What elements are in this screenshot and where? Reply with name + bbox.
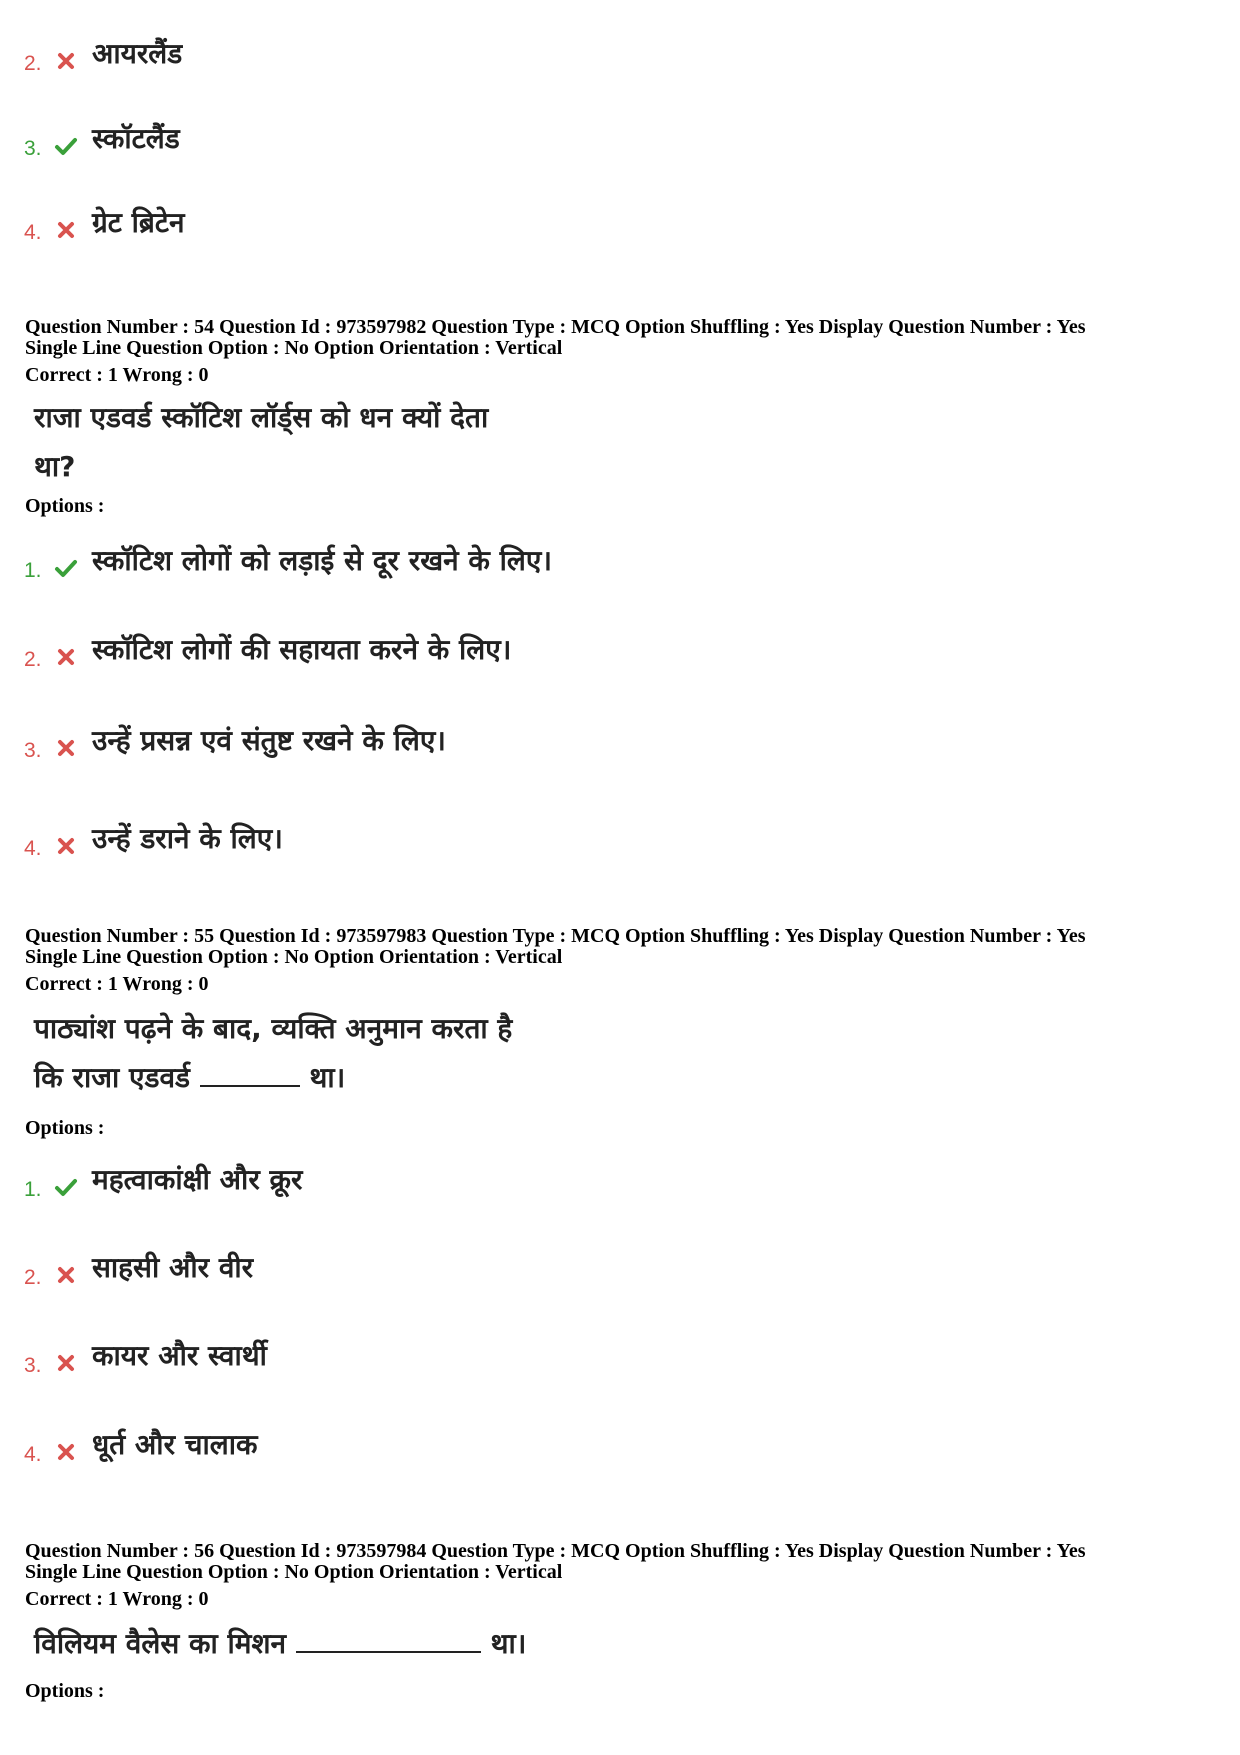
option-text: ग्रेट ब्रिटेन xyxy=(92,206,185,239)
option-text: स्कॉटिश लोगों की सहायता करने के लिए। xyxy=(92,633,512,666)
question-meta: Question Number : 54 Question Id : 973597982 Question Type : MCQ Option Shuffling : Yes Display Question Number : Yes xyxy=(25,316,1086,338)
options-label: Options : xyxy=(25,495,105,517)
cross-icon xyxy=(54,1440,78,1464)
cross-icon xyxy=(54,218,78,242)
option-number: 3. xyxy=(24,739,42,762)
cross-icon xyxy=(54,1263,78,1287)
question-text-part: था। xyxy=(309,1061,346,1094)
question-meta: Single Line Question Option : No Option Orientation : Vertical xyxy=(25,1561,563,1583)
question-text-part: कि राजा एडवर्ड xyxy=(34,1061,190,1094)
question-text-part: था। xyxy=(490,1627,527,1660)
option-number: 3. xyxy=(24,137,42,160)
option-text: धूर्त और चालाक xyxy=(92,1428,258,1461)
option-number: 2. xyxy=(24,1266,42,1289)
option-number: 3. xyxy=(24,1354,42,1377)
cross-icon xyxy=(54,834,78,858)
question-text: राजा एडवर्ड स्कॉटिश लॉर्ड्स को धन क्यों देता xyxy=(34,401,489,434)
option-text: साहसी और वीर xyxy=(92,1251,254,1284)
option-text: कायर और स्वार्थी xyxy=(92,1339,267,1372)
option-number: 1. xyxy=(24,1178,42,1201)
cross-icon xyxy=(54,1351,78,1375)
question-meta: Single Line Question Option : No Option Orientation : Vertical xyxy=(25,946,563,968)
question-text xyxy=(34,1054,345,1102)
option-text: उन्हें डराने के लिए। xyxy=(92,822,283,855)
option-number: 4. xyxy=(24,837,42,860)
option-text: स्कॉटलैंड xyxy=(92,122,180,155)
option-number: 4. xyxy=(24,1443,42,1466)
question-meta: Question Number : 56 Question Id : 973597984 Question Type : MCQ Option Shuffling : Yes Display Question Number : Yes xyxy=(25,1540,1086,1562)
option-text: उन्हें प्रसन्न एवं संतुष्ट रखने के लिए। xyxy=(92,724,446,757)
question-meta: Question Number : 55 Question Id : 973597983 Question Type : MCQ Option Shuffling : Yes Display Question Number : Yes xyxy=(25,925,1086,947)
question-text: था? xyxy=(34,450,76,483)
option-text: महत्वाकांक्षी और क्रूर xyxy=(92,1163,303,1196)
check-icon xyxy=(54,1175,78,1199)
cross-icon xyxy=(54,736,78,760)
option-number: 4. xyxy=(24,221,42,244)
check-icon xyxy=(54,556,78,580)
answer-blank xyxy=(296,1650,481,1653)
option-text: स्कॉटिश लोगों को लड़ाई से दूर रखने के लिए। xyxy=(92,544,552,577)
question-score: Correct : 1 Wrong : 0 xyxy=(25,1588,209,1610)
option-number: 2. xyxy=(24,52,42,75)
cross-icon xyxy=(54,49,78,73)
options-label: Options : xyxy=(25,1117,105,1139)
option-number: 1. xyxy=(24,559,42,582)
question-score: Correct : 1 Wrong : 0 xyxy=(25,973,209,995)
question-text xyxy=(34,1620,526,1668)
cross-icon xyxy=(54,645,78,669)
check-icon xyxy=(54,134,78,158)
option-number: 2. xyxy=(24,648,42,671)
options-label: Options : xyxy=(25,1680,105,1702)
answer-blank xyxy=(200,1084,300,1087)
option-text: आयरलैंड xyxy=(92,37,183,70)
question-text: पाठ्यांश पढ़ने के बाद, व्यक्ति अनुमान करता है xyxy=(34,1012,513,1045)
question-meta: Single Line Question Option : No Option Orientation : Vertical xyxy=(25,337,563,359)
question-score: Correct : 1 Wrong : 0 xyxy=(25,364,209,386)
question-text-part: विलियम वैलेस का मिशन xyxy=(34,1627,287,1660)
